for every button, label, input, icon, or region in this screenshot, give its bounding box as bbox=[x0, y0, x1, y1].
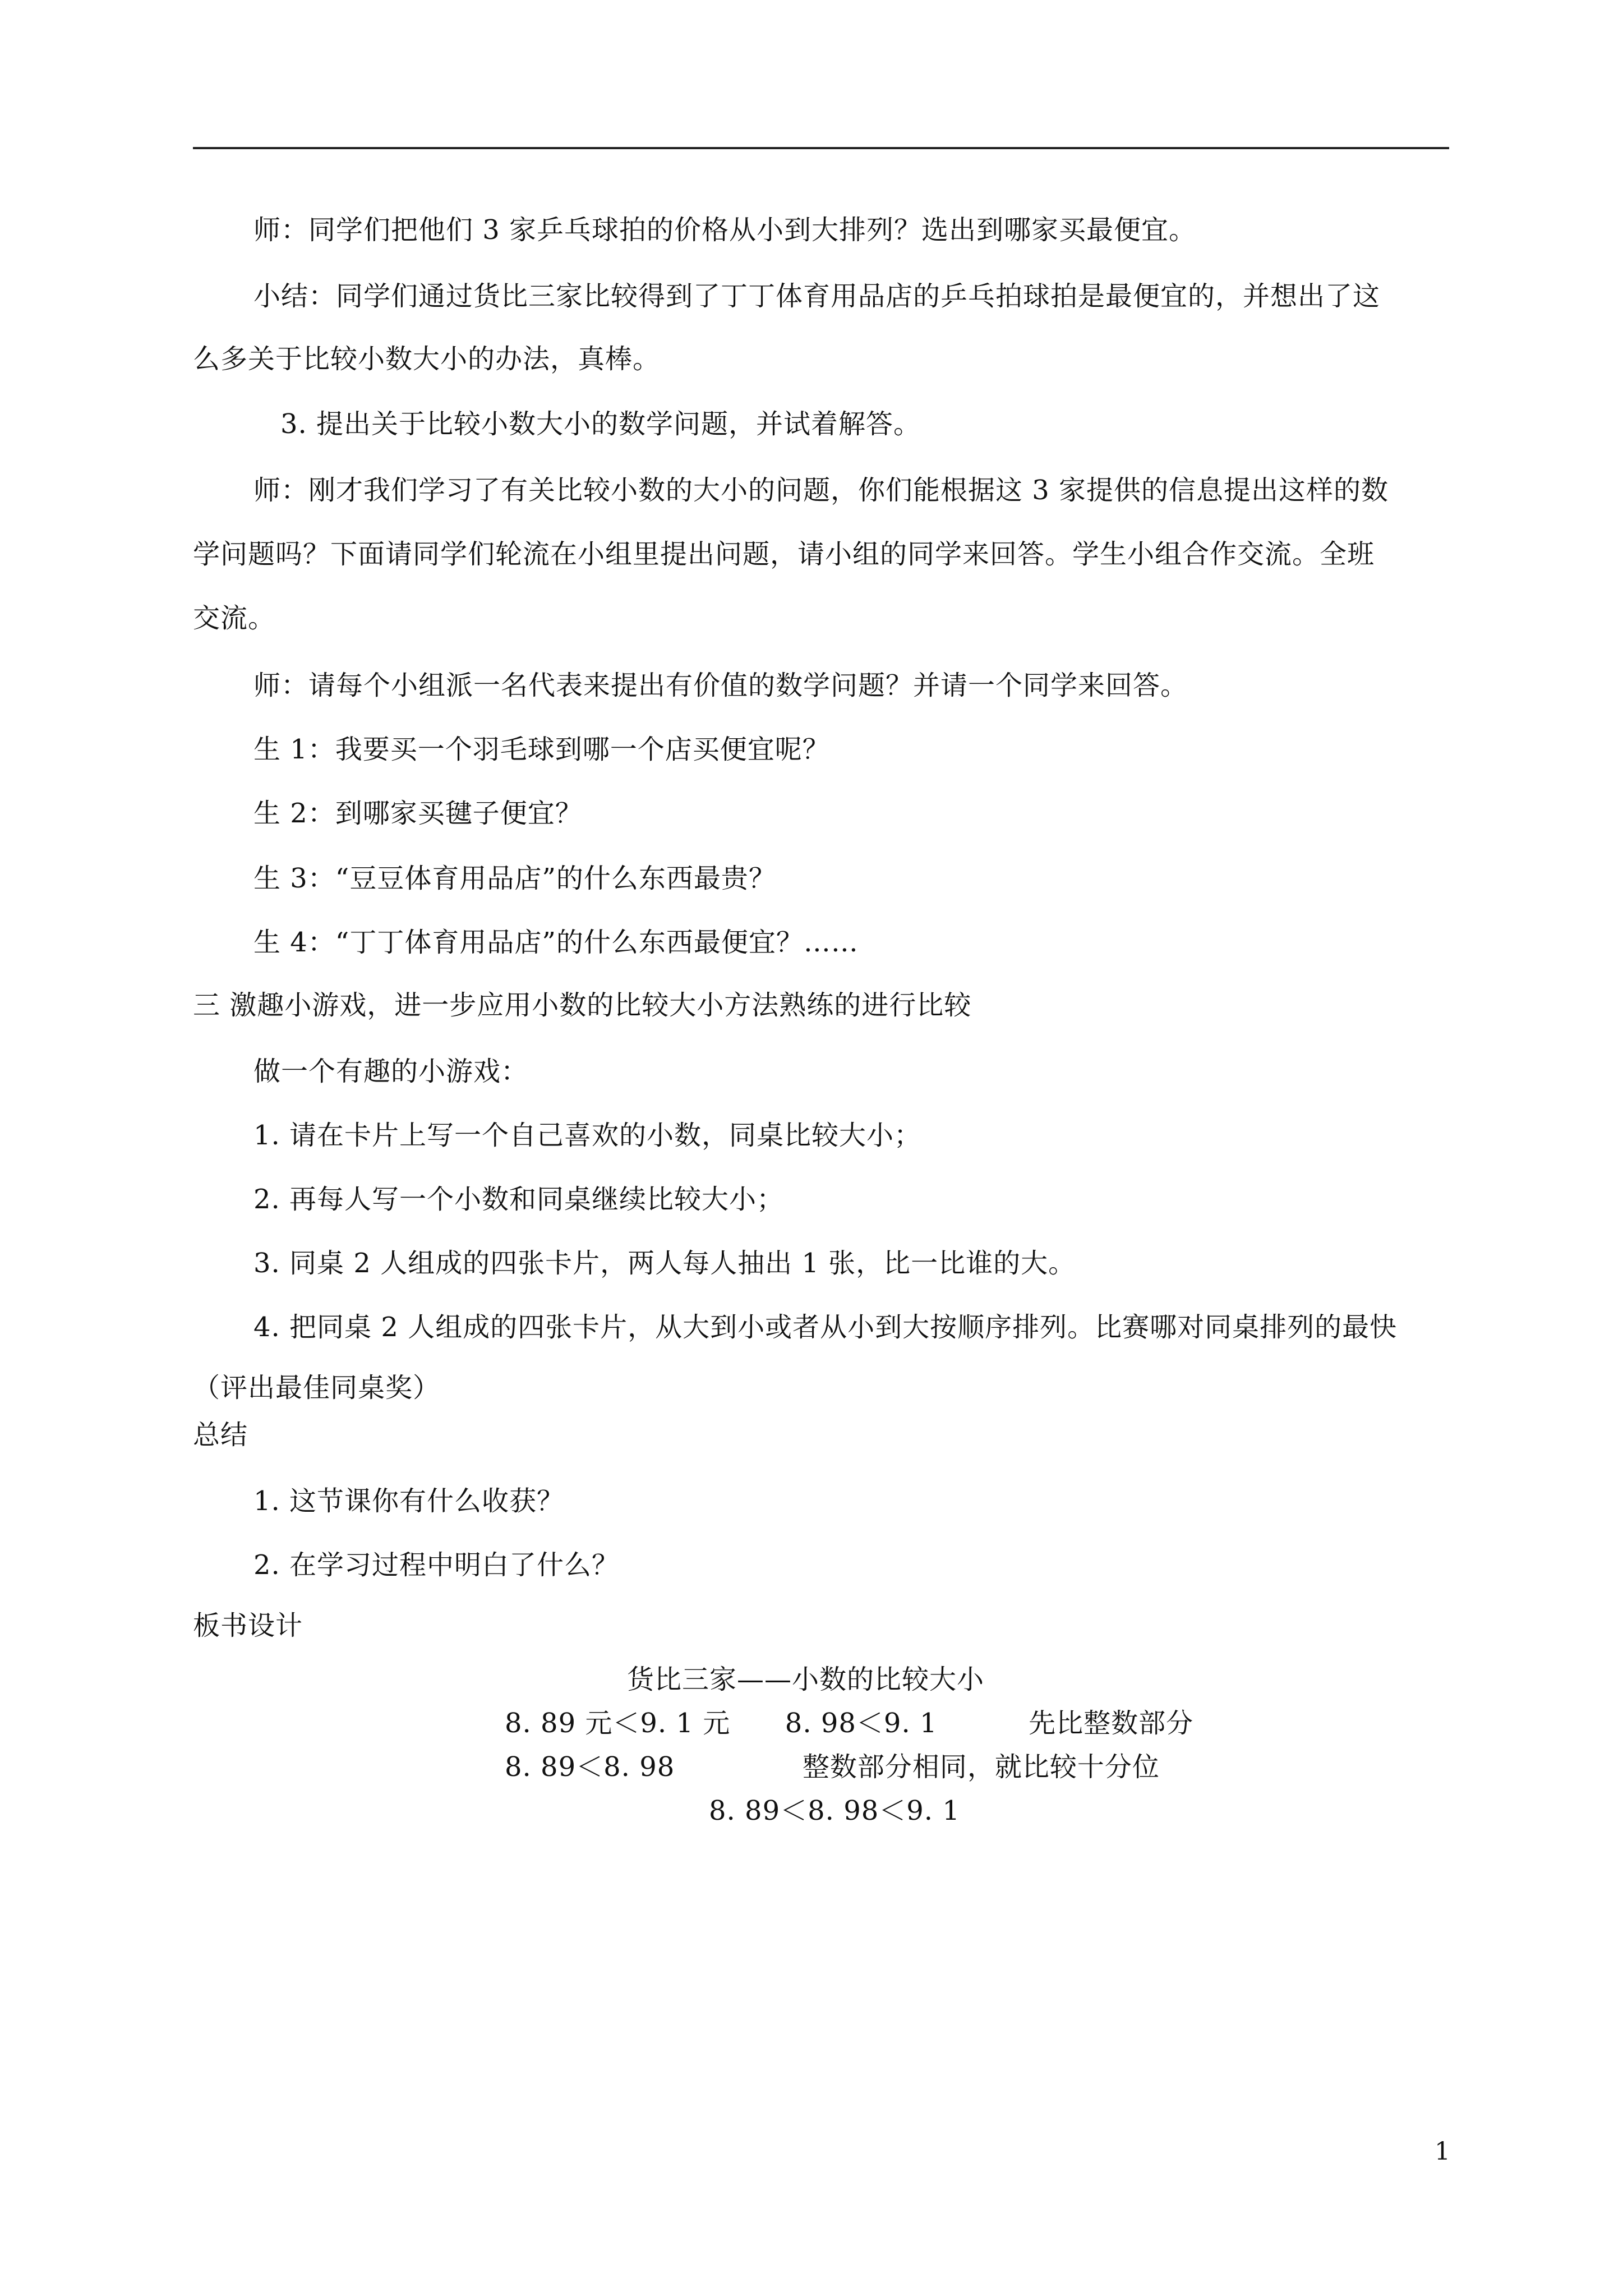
text-line: 么多关于比较小数大小的办法，真棒。 bbox=[193, 343, 661, 375]
text-line: 小结：同学们通过货比三家比较得到了丁丁体育用品店的乒乓拍球拍是最便宜的，并想出了这 bbox=[253, 280, 1381, 312]
list-item: 1. 这节课你有什么收获？ bbox=[253, 1485, 565, 1517]
board-title: 货比三家——小数的比较大小 bbox=[627, 1664, 985, 1695]
text-line: 学问题吗？下面请同学们轮流在小组里提出问题，请小组的同学来回答。学生小组合作交流。全班 bbox=[193, 539, 1375, 570]
section-heading: 板书设计 bbox=[193, 1610, 303, 1641]
list-item: 3. 同桌 2 人组成的四张卡片，两人每人抽出 1 张，比一比谁的大。 bbox=[253, 1248, 1076, 1279]
text-line: 做一个有趣的小游戏： bbox=[253, 1056, 529, 1087]
text-line: 生 3：“豆豆体育用品店”的什么东西最贵？ bbox=[253, 863, 776, 894]
text-line: 交流。 bbox=[193, 602, 276, 634]
board-row: 8. 89＜8. 98＜9. 1 bbox=[709, 1795, 960, 1826]
text-line: 3. 提出关于比较小数大小的数学问题，并试着解答。 bbox=[280, 408, 921, 440]
section-heading: 总结 bbox=[193, 1419, 248, 1451]
text-line: （评出最佳同桌奖） bbox=[193, 1372, 441, 1404]
text-line: 生 2：到哪家买毽子便宜？ bbox=[253, 798, 583, 829]
board-row: 8. 89＜8. 98 整数部分相同，就比较十分位 bbox=[505, 1751, 1160, 1783]
text-line: 生 4：“丁丁体育用品店”的什么东西最便宜？…… bbox=[253, 927, 859, 958]
text-line: 生 1：我要买一个羽毛球到哪一个店买便宜呢？ bbox=[253, 734, 830, 765]
list-item: 2. 在学习过程中明白了什么？ bbox=[253, 1549, 620, 1581]
header-rule bbox=[193, 147, 1449, 149]
list-item: 2. 再每人写一个小数和同桌继续比较大小； bbox=[253, 1184, 785, 1215]
text-line: 师：请每个小组派一名代表来提出有价值的数学问题？并请一个同学来回答。 bbox=[253, 670, 1188, 701]
section-heading: 三 激趣小游戏，进一步应用小数的比较大小方法熟练的进行比较 bbox=[193, 990, 972, 1021]
page-number: 1 bbox=[1435, 2137, 1450, 2166]
text-line: 师：同学们把他们 3 家乒乓球拍的价格从小到大排列？选出到哪家买最便宜。 bbox=[253, 214, 1197, 246]
list-item: 4. 把同桌 2 人组成的四张卡片，从大到小或者从小到大按顺序排列。比赛哪对同桌排列的最快 bbox=[253, 1312, 1398, 1343]
board-row: 8. 89 元＜9. 1 元 8. 98＜9. 1 先比整数部分 bbox=[505, 1708, 1194, 1739]
list-item: 1. 请在卡片上写一个自己喜欢的小数，同桌比较大小； bbox=[253, 1120, 922, 1151]
text-line: 师：刚才我们学习了有关比较小数的大小的问题，你们能根据这 3 家提供的信息提出这样的数 bbox=[253, 475, 1389, 506]
